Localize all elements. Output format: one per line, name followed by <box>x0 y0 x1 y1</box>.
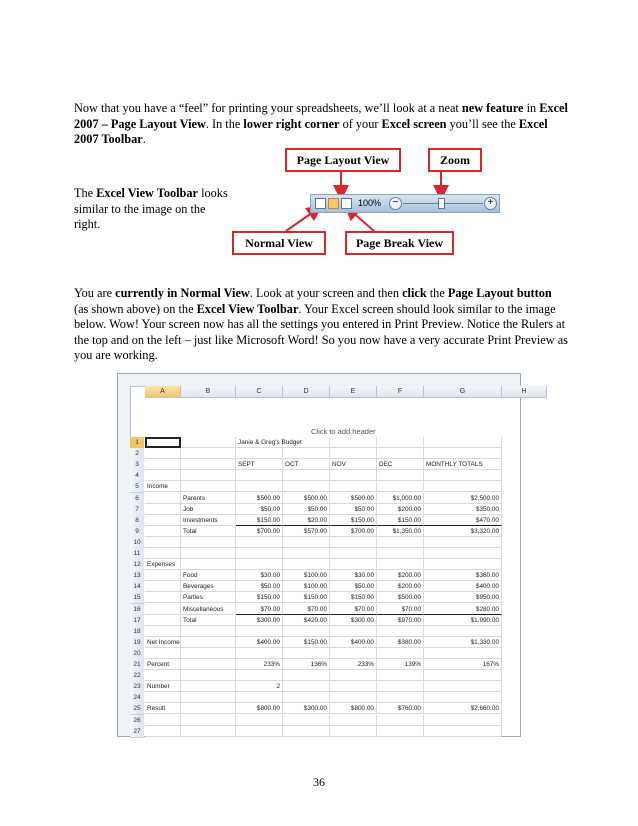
cell[interactable] <box>377 692 424 703</box>
cell[interactable] <box>424 470 502 481</box>
bold-run: Excel 2007 – Page Layout View <box>74 101 568 131</box>
cell[interactable] <box>283 726 330 737</box>
cell[interactable]: Miscellaneous <box>181 604 236 615</box>
cell[interactable]: $1,330.00 <box>424 637 502 648</box>
cell[interactable] <box>330 726 377 737</box>
cell[interactable] <box>181 659 236 670</box>
text-run: you’ll see the <box>446 116 519 131</box>
cell[interactable]: $280.00 <box>424 604 502 615</box>
cell[interactable] <box>424 715 502 726</box>
cell[interactable] <box>181 715 236 726</box>
normal-view-callout: Normal View <box>232 231 326 255</box>
cell[interactable] <box>330 481 377 492</box>
cell[interactable]: $380.00 <box>377 637 424 648</box>
cell[interactable] <box>424 648 502 659</box>
cell[interactable]: $150.00 <box>236 515 283 526</box>
row-header-18[interactable]: 18 <box>130 626 144 638</box>
cell[interactable]: $150.00 <box>330 592 377 603</box>
cell[interactable]: $570.00 <box>283 526 330 537</box>
cell[interactable]: $400.00 <box>330 637 377 648</box>
cell[interactable] <box>377 448 424 459</box>
cell[interactable]: 233% <box>236 659 283 670</box>
cell[interactable]: Percent <box>145 659 181 670</box>
text-run: the <box>426 286 448 300</box>
row-header-5[interactable]: 5 <box>130 481 144 493</box>
bold-run: Excel screen <box>381 116 447 131</box>
cell[interactable]: Beverages <box>181 581 236 592</box>
cell[interactable] <box>236 648 283 659</box>
page-break-view-callout: Page Break View <box>345 231 454 255</box>
zoom-out-icon[interactable]: − <box>389 197 402 210</box>
cell[interactable] <box>377 437 424 448</box>
cell[interactable] <box>377 470 424 481</box>
cell[interactable] <box>145 459 181 470</box>
cell[interactable] <box>181 648 236 659</box>
cell[interactable]: $30.00 <box>330 570 377 581</box>
cell[interactable]: $200.00 <box>377 570 424 581</box>
column-header-h[interactable]: H <box>502 386 547 398</box>
cell[interactable] <box>330 670 377 681</box>
cell[interactable] <box>236 670 283 681</box>
column-header-a[interactable]: A <box>145 386 181 398</box>
cell[interactable] <box>283 715 330 726</box>
bold-run: currently in Normal View <box>115 286 250 300</box>
cell[interactable]: $50.00 <box>236 581 283 592</box>
cell[interactable] <box>377 481 424 492</box>
cell[interactable]: 2 <box>236 681 283 692</box>
cell[interactable] <box>145 504 181 515</box>
cell[interactable] <box>283 670 330 681</box>
page-break-icon[interactable] <box>341 198 352 209</box>
text-run: . <box>142 132 146 147</box>
cell[interactable] <box>236 626 283 637</box>
cell[interactable]: $1,000.00 <box>377 493 424 504</box>
column-header-d[interactable]: D <box>283 386 330 398</box>
cell[interactable]: $150.00 <box>283 592 330 603</box>
cell[interactable]: $500.00 <box>330 493 377 504</box>
cell[interactable] <box>424 437 502 448</box>
cell[interactable] <box>181 626 236 637</box>
cell[interactable]: $50.00 <box>330 581 377 592</box>
cell[interactable] <box>424 537 502 548</box>
cell[interactable] <box>181 537 236 548</box>
cell[interactable] <box>283 481 330 492</box>
bold-run: click <box>402 286 427 300</box>
cell[interactable]: $800.00 <box>236 703 283 714</box>
cell[interactable]: $300.00 <box>330 615 377 626</box>
cell[interactable]: $150.00 <box>377 515 424 526</box>
text-run: . In the <box>205 116 244 131</box>
cell[interactable]: $300.00 <box>283 703 330 714</box>
bold-run: Page Layout button <box>447 286 552 300</box>
cell[interactable] <box>145 548 181 559</box>
column-header-e[interactable]: E <box>330 386 377 398</box>
cell[interactable]: 233% <box>330 659 377 670</box>
cell[interactable] <box>145 526 181 537</box>
zoom-in-icon[interactable]: + <box>484 197 497 210</box>
text-run: of your <box>339 116 382 131</box>
cell[interactable] <box>145 493 181 504</box>
cell[interactable]: $150.00 <box>283 637 330 648</box>
column-header-f[interactable]: F <box>377 386 424 398</box>
row-header-22[interactable]: 22 <box>130 670 144 682</box>
instruction-paragraph <box>74 286 568 364</box>
cell[interactable] <box>181 637 236 648</box>
cell[interactable] <box>145 615 181 626</box>
cell[interactable] <box>181 726 236 737</box>
cell[interactable] <box>145 726 181 737</box>
page-layout-view-callout: Page Layout View <box>285 148 401 172</box>
cell[interactable]: $30.00 <box>236 570 283 581</box>
bold-run: Excel 2007 Toolbar <box>74 116 548 147</box>
bold-run: Excel View Toolbar <box>96 186 199 200</box>
row-header-27[interactable]: 27 <box>130 726 144 738</box>
arrow-page-break <box>350 210 374 231</box>
row-header-26[interactable]: 26 <box>130 715 144 727</box>
excel-view-toolbar <box>310 194 500 213</box>
bold-run: new feature <box>461 101 524 115</box>
cell[interactable]: OCT <box>283 459 330 470</box>
cell[interactable]: $70.00 <box>283 604 330 615</box>
cell[interactable]: $100.00 <box>283 570 330 581</box>
cell[interactable]: $400.00 <box>236 637 283 648</box>
cell[interactable]: Job <box>181 504 236 515</box>
cell[interactable]: $50.00 <box>330 504 377 515</box>
cell[interactable] <box>330 470 377 481</box>
cell[interactable] <box>330 681 377 692</box>
cell[interactable] <box>424 559 502 570</box>
cell[interactable] <box>145 515 181 526</box>
cell[interactable] <box>283 648 330 659</box>
cell[interactable] <box>181 470 236 481</box>
cell[interactable]: $500.00 <box>283 493 330 504</box>
cell[interactable] <box>377 715 424 726</box>
text-run: You are <box>74 286 116 300</box>
cell[interactable]: $20.00 <box>283 515 330 526</box>
cell[interactable] <box>283 681 330 692</box>
cell[interactable]: Total <box>181 615 236 626</box>
row-header-9[interactable]: 9 <box>130 526 144 538</box>
cell[interactable] <box>330 437 377 448</box>
cell[interactable]: DEC <box>377 459 424 470</box>
cell[interactable] <box>424 692 502 703</box>
row-header-1[interactable]: 1 <box>130 437 144 449</box>
row-header-7[interactable]: 7 <box>130 504 144 516</box>
row-header-3[interactable]: 3 <box>130 459 144 471</box>
cell[interactable] <box>377 648 424 659</box>
cell[interactable]: $2,660.00 <box>424 703 502 714</box>
cell[interactable] <box>424 626 502 637</box>
cell[interactable]: $360.00 <box>424 570 502 581</box>
bold-run: Excel View Toolbar <box>196 301 299 316</box>
cell[interactable] <box>181 692 236 703</box>
cell[interactable]: $50.00 <box>283 504 330 515</box>
row-header-21[interactable]: 21 <box>130 659 144 671</box>
cell[interactable] <box>145 592 181 603</box>
cell[interactable] <box>236 692 283 703</box>
cell[interactable] <box>424 481 502 492</box>
cell[interactable]: $70.00 <box>330 604 377 615</box>
cell[interactable]: $950.00 <box>424 592 502 603</box>
cell[interactable]: $500.00 <box>236 493 283 504</box>
cell[interactable] <box>236 537 283 548</box>
zoom-callout: Zoom <box>428 148 482 172</box>
cell[interactable]: $1,350.00 <box>377 526 424 537</box>
cell[interactable] <box>330 626 377 637</box>
cell[interactable] <box>283 626 330 637</box>
column-header-c[interactable]: C <box>236 386 283 398</box>
cell[interactable] <box>377 670 424 681</box>
cell[interactable]: Number <box>145 681 181 692</box>
cell[interactable]: SEPT <box>236 459 283 470</box>
cell[interactable] <box>145 470 181 481</box>
cell[interactable] <box>330 559 377 570</box>
cell[interactable]: Parties <box>181 592 236 603</box>
cell[interactable]: NOV <box>330 459 377 470</box>
cell[interactable] <box>424 726 502 737</box>
cell[interactable]: MONTHLY TOTALS <box>424 459 502 470</box>
column-header-g[interactable]: G <box>424 386 502 398</box>
cell[interactable] <box>236 559 283 570</box>
cell[interactable] <box>377 681 424 692</box>
cell[interactable] <box>145 692 181 703</box>
column-header-b[interactable]: B <box>181 386 236 398</box>
cell[interactable]: $150.00 <box>236 592 283 603</box>
cell[interactable] <box>145 437 181 448</box>
row-header-11[interactable]: 11 <box>130 548 144 560</box>
cell[interactable]: $300.00 <box>236 615 283 626</box>
cell[interactable] <box>181 481 236 492</box>
cell[interactable]: $150.00 <box>330 515 377 526</box>
cell[interactable] <box>283 548 330 559</box>
cell[interactable]: $200.00 <box>377 504 424 515</box>
cell[interactable]: $700.00 <box>236 526 283 537</box>
cell[interactable]: $100.00 <box>283 581 330 592</box>
cell[interactable] <box>377 548 424 559</box>
cell[interactable] <box>377 726 424 737</box>
row-header-12[interactable]: 12 <box>130 559 144 571</box>
cell[interactable]: Investments <box>181 515 236 526</box>
text-run: Now that you have a “feel” for printing your spreadsheets, we’ll look at a neat <box>74 101 462 115</box>
cell[interactable]: $70.00 <box>236 604 283 615</box>
header-prompt[interactable]: Click to add header <box>311 427 376 436</box>
cell[interactable]: $420.00 <box>283 615 330 626</box>
cell[interactable]: 136% <box>283 659 330 670</box>
cell[interactable] <box>181 548 236 559</box>
cell[interactable] <box>236 715 283 726</box>
text-run: The <box>74 186 97 200</box>
row-header-16[interactable]: 16 <box>130 604 144 616</box>
page-layout-icon[interactable] <box>328 198 339 209</box>
cell[interactable]: 167% <box>424 659 502 670</box>
cell[interactable] <box>377 537 424 548</box>
cell[interactable] <box>283 448 330 459</box>
excel-page-layout-screenshot <box>117 373 527 737</box>
row-header-19[interactable]: 19 <box>130 637 144 649</box>
cell[interactable] <box>424 448 502 459</box>
cell[interactable] <box>236 470 283 481</box>
cell[interactable]: $760.00 <box>377 703 424 714</box>
cell[interactable]: Food <box>181 570 236 581</box>
cell[interactable] <box>145 581 181 592</box>
row-header-4[interactable]: 4 <box>130 470 144 482</box>
cell[interactable] <box>236 448 283 459</box>
cell[interactable]: Income <box>145 481 181 492</box>
text-run: in <box>523 101 540 115</box>
cell[interactable] <box>181 437 236 448</box>
zoom-slider-thumb[interactable] <box>438 198 445 209</box>
text-run: (as shown above) on the <box>74 301 197 316</box>
row-header-2[interactable]: 2 <box>130 448 144 460</box>
row-header-15[interactable]: 15 <box>130 592 144 604</box>
cell[interactable]: Janie & Greg's Budget <box>238 439 302 446</box>
row-header-10[interactable]: 10 <box>130 537 144 549</box>
cell[interactable] <box>283 559 330 570</box>
cell[interactable]: $200.00 <box>377 581 424 592</box>
cell[interactable] <box>330 715 377 726</box>
cell[interactable] <box>236 548 283 559</box>
row-header-6[interactable]: 6 <box>130 493 144 505</box>
cell[interactable] <box>283 537 330 548</box>
cell[interactable] <box>236 726 283 737</box>
cell[interactable] <box>181 681 236 692</box>
cell[interactable]: $700.00 <box>330 526 377 537</box>
cell[interactable]: Total <box>181 526 236 537</box>
cell[interactable]: 139% <box>377 659 424 670</box>
cell[interactable] <box>377 559 424 570</box>
row-header-25[interactable]: 25 <box>130 703 144 715</box>
cell[interactable]: $3,320.00 <box>424 526 502 537</box>
cell[interactable] <box>145 604 181 615</box>
row-header-23[interactable]: 23 <box>130 681 144 693</box>
cell[interactable] <box>145 537 181 548</box>
cell[interactable]: $970.00 <box>377 615 424 626</box>
text-run: . Look at your screen and then <box>249 286 403 300</box>
cell[interactable] <box>145 670 181 681</box>
cell[interactable] <box>145 648 181 659</box>
cell[interactable]: $2,500.00 <box>424 493 502 504</box>
cell[interactable] <box>181 703 236 714</box>
page-number: 36 <box>313 775 325 789</box>
cell[interactable]: $70.00 <box>377 604 424 615</box>
cell[interactable] <box>424 670 502 681</box>
normal-view-icon[interactable] <box>315 198 326 209</box>
arrow-normal-view <box>286 210 316 231</box>
cell[interactable] <box>145 626 181 637</box>
cell[interactable]: $500.00 <box>377 592 424 603</box>
cell[interactable]: $400.00 <box>424 581 502 592</box>
cell[interactable] <box>424 548 502 559</box>
cell[interactable]: $800.00 <box>330 703 377 714</box>
cell[interactable] <box>236 481 283 492</box>
cell[interactable] <box>377 626 424 637</box>
cell[interactable] <box>181 559 236 570</box>
cell[interactable] <box>145 570 181 581</box>
cell[interactable] <box>181 459 236 470</box>
bold-run: lower right corner <box>243 116 340 131</box>
cell[interactable] <box>330 548 377 559</box>
cell[interactable] <box>330 537 377 548</box>
cell[interactable]: $1,990.00 <box>424 615 502 626</box>
text-run: looks similar to the image on the right. <box>74 186 228 232</box>
zoom-level[interactable]: 100% <box>358 198 382 208</box>
row-header-13[interactable]: 13 <box>130 570 144 582</box>
cell[interactable] <box>424 681 502 692</box>
cell[interactable] <box>283 470 330 481</box>
row-header-14[interactable]: 14 <box>130 581 144 593</box>
text-run: . Your Excel screen should look similar to the image below. Wow! Your screen now has all the settings you entered in Print Preview. Notice the Rulers at the top and on the left – just like Microsoft Word! So you now have a very accurate Print Preview as you are working. <box>74 301 568 363</box>
cell[interactable] <box>330 648 377 659</box>
cell[interactable] <box>330 448 377 459</box>
row-header-17[interactable]: 17 <box>130 615 144 627</box>
cell[interactable]: $50.00 <box>236 504 283 515</box>
cell[interactable]: Result <box>145 703 181 714</box>
row-header-24[interactable]: 24 <box>130 692 144 704</box>
cell[interactable] <box>145 715 181 726</box>
cell[interactable] <box>283 692 330 703</box>
cell[interactable] <box>181 448 236 459</box>
cell[interactable] <box>330 692 377 703</box>
cell[interactable]: $350.00 <box>424 504 502 515</box>
cell[interactable]: Expenses <box>145 559 181 570</box>
cell[interactable] <box>145 448 181 459</box>
cell[interactable]: $470.00 <box>424 515 502 526</box>
cell[interactable]: Parents <box>181 493 236 504</box>
row-header-20[interactable]: 20 <box>130 648 144 660</box>
cell[interactable]: Net Income <box>147 638 180 646</box>
row-header-8[interactable]: 8 <box>130 515 144 527</box>
cell[interactable] <box>181 670 236 681</box>
